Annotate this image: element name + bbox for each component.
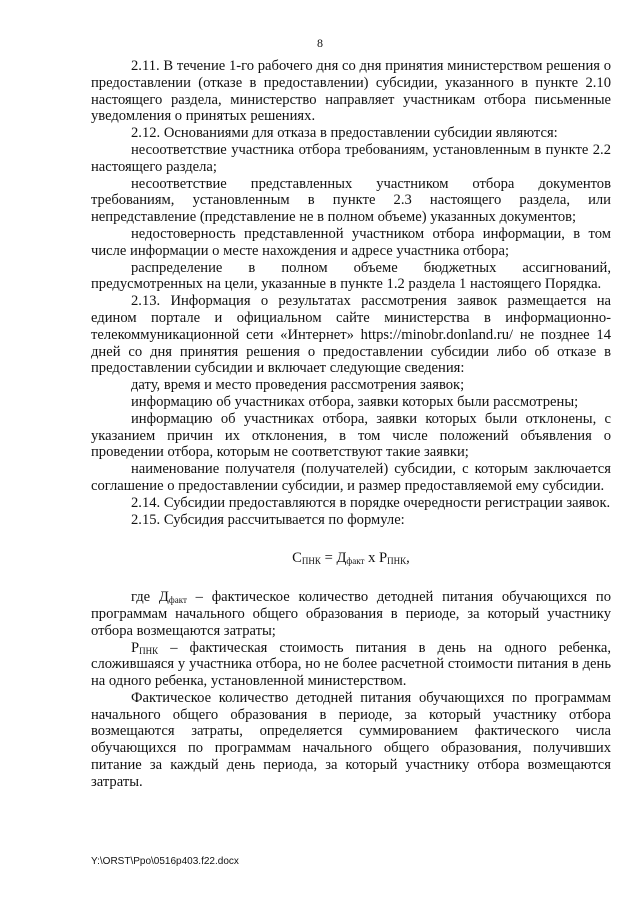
definition-p-pnk — [91, 640, 611, 690]
footer-file-path: Y:\ORST\Ppo\0516p403.f22.docx — [91, 856, 239, 867]
def-p-symbol: Р — [131, 639, 140, 656]
paragraph-2-11: 2.11. В течение 1-го рабочего дня со дня принятия министерством решения о предоставлении (отказе в предоставлении) субсидии, указанного в пункте 2.10 настоящего раздела, министерство направляет участникам отбора письменные уведомления о принятых решениях. — [91, 58, 611, 125]
def-p-sub: ПНК — [139, 645, 159, 656]
page-number: 8 — [317, 36, 323, 50]
formula-op: х Р — [364, 550, 388, 567]
formula-d-sub: факт — [346, 556, 365, 567]
formula-lhs: С — [292, 550, 302, 567]
paragraph-2-15: 2.15. Субсидия рассчитывается по формуле: — [131, 511, 405, 528]
formula-p-sub: ПНК — [387, 556, 407, 567]
paragraph-refusal-reason-2: несоответствие представленных участником отбора документов требованиям, установленным в пункте 2.3 настоящего раздела, или непредставление (представление не в полном объеме) указанных документов; — [91, 175, 611, 226]
paragraph-refusal-reason-1: несоответствие участника отбора требованиям, установленным в пункте 2.2 настоящего раздела; — [91, 141, 611, 175]
paragraph-info-item-4: наименование получателя (получателей) субсидии, с которым заключается соглашение о предоставлении субсидии, и размер предоставляемой ему субсидии. — [91, 461, 611, 494]
paragraph-2-12: 2.12. Основаниями для отказа в предоставлении субсидии являются: — [131, 125, 558, 142]
paragraph-info-item-1: дату, время и место проведения рассмотрения заявок; — [131, 377, 465, 394]
formula-eq: = Д — [320, 550, 347, 567]
paragraph-refusal-reason-4: распределение в полном объеме бюджетных ассигнований, предусмотренных на цели, указанные в пункте 1.2 раздела 1 настоящего Порядка. — [91, 259, 611, 293]
def-d-text: – фактическое количество детодней питания обучающихся по программам начального общего образования в периоде, за который участнику отбора возмещаются затраты; — [91, 589, 612, 639]
paragraph-info-item-2: информацию об участниках отбора, заявки которых были рассмотрены; — [131, 393, 579, 410]
document-body — [91, 58, 611, 791]
paragraph-2-13: 2.13. Информация о результатах рассмотрения заявок размещается на едином портале и официальном сайте министерства в информационно-телекоммуникационной сети «Интернет» https://minobr.donland.ru/ не позднее 14 дней со дня принятия решения о предоставлении субсидии либо об отказе в предоставлении субсидии и включает следующие сведения: — [91, 293, 611, 377]
definition-d-fact: где $Д_{факт}$ – фактическое количество детодней питания обучающихся по программам начального общего образования в периоде, за который участнику отбора возмещаются затраты; — [91, 589, 612, 639]
paragraph-2-14: 2.14. Субсидии предоставляются в порядке очередности регистрации заявок. — [131, 494, 611, 511]
def-p-text: – фактическая стоимость питания в день на одного ребенка, сложившаяся у участника отбора, но не более расчетной стоимости питания в день на одного ребенка, установленной министерством. — [91, 639, 611, 690]
def-d-symbol: Д — [158, 589, 169, 606]
paragraph-child-days: Фактическое количество детодней питания обучающихся по программам начального общего образования в периоде, за который участнику отбора возмещаются затраты, определяется суммированием фактического числа обучающихся по программам начального общего образования, получивших питание за каждый день периода, за который участнику отбора возмещаются затраты. — [91, 689, 611, 790]
paragraph-refusal-reason-3: недостоверность представленной участником отбора информации, в том числе информации о месте нахождения и адресе участника отбора; — [91, 225, 611, 259]
paragraph-info-item-3: информацию об участниках отбора, заявки которых были отклонены, с указанием причин их отклонения, в том числе положений объявления о проведении отбора, которым не соответствуют такие заявки; — [91, 410, 611, 461]
formula-lhs-sub: ПНК — [301, 556, 321, 567]
def-d-sub: факт — [168, 595, 187, 606]
formula-tail: , — [406, 550, 410, 567]
subsidy-formula — [91, 550, 611, 567]
